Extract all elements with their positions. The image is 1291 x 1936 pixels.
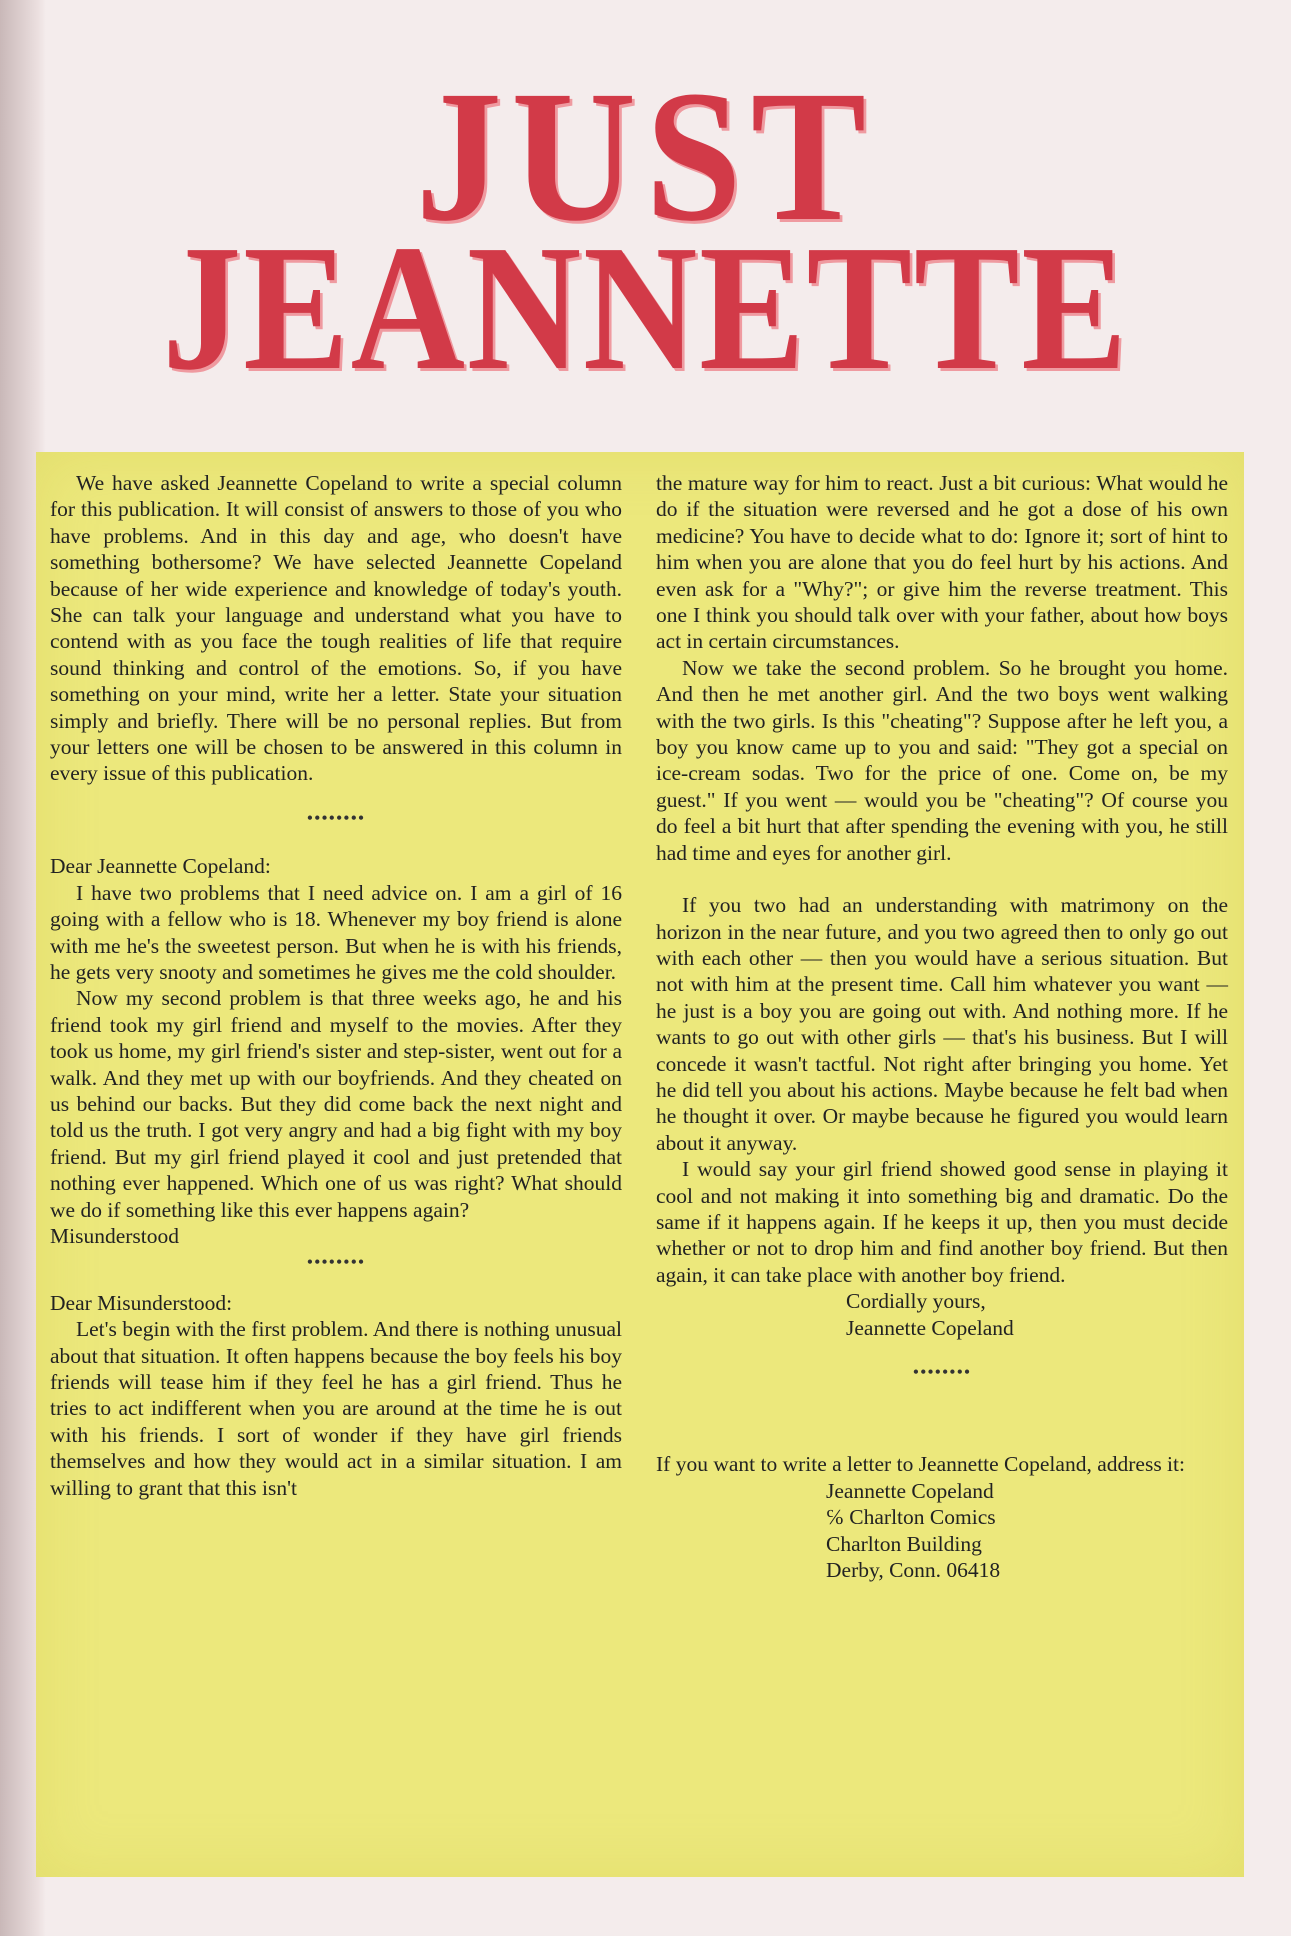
letter-signature: Misunderstood — [50, 1223, 179, 1248]
letter-salutation: Dear Jeannette Copeland: — [50, 854, 271, 879]
reply-paragraph-3: If you two had an understanding with matrimony on the horizon in the near future, and you two agreed then to only go out with each other — then you would have a serious situation. But not with him at the present time. Call him whatever you want — he just is a boy you are going out with. And nothing more. If he wants to go out with other girls — that's his business. But I will concede it wasn't tactful. Not right after bringing you home. Yet he did tell you about his actions. Maybe because he felt bad when he thought it over. Or maybe because he figured you would learn about it anyway. — [656, 893, 1228, 1155]
mailing-address — [656, 1478, 1228, 1584]
column-panel — [36, 452, 1244, 1877]
column-title — [0, 0, 1291, 420]
separator: •••••••• — [306, 807, 366, 828]
left-column — [50, 470, 622, 1501]
letter-paragraph-2: Now my second problem is that three weeks ago, he and his friend took my girl friend and myself to the movies. After they took us home, my girl friend's sister and step-sister, went out for a walk. And they met up with our boyfriends. And they cheated on us behind our backs. But they did come back the next night and told us the truth. I got very angry and had a big fight with my boy friend. But my girl friend played it cool and just pretended that nothing ever happened. Which one of us was right? What should we do if something like this ever happens again? — [50, 986, 622, 1222]
address-line-2: ℅ Charlton Comics — [826, 1505, 996, 1530]
reply-signature: Jeannette Copeland — [846, 1315, 1014, 1340]
address-line-4: Derby, Conn. 06418 — [826, 1558, 1001, 1583]
title-line-just: JUST — [415, 51, 876, 260]
title-line-jeannette: JEANNETTE — [162, 208, 1129, 407]
letter-paragraph-1: I have two problems that I need advice on. I am a girl of 16 going with a fellow who is 18. Whenever my boy friend is alone with me he's the sweetest person. But when he is with his friends, he gets very snooty and sometimes he gives me the cold shoulder. — [50, 880, 622, 984]
reply-paragraph-4: I would say your girl friend showed good sense in playing it cool and not making it into something big and dramatic. Do the same if it happens again. If he keeps it up, then you must decide whether or not to drop him and find another boy friend. But then again, it can take place with another boy friend. — [656, 1157, 1228, 1287]
reply-paragraph-1-continued: the mature way for him to react. Just a bit curious: What would he do if the situation were reversed and he got a dose of his own medicine? You have to decide what to do: Ignore it; sort of hint to him when you are alone that you do feel hurt by his actions. And even ask for a "Why?"; or give him the reverse treatment. This one I think you should talk over with your father, about how boys act in certain circumstances. — [656, 471, 1228, 654]
spacer — [656, 866, 1228, 892]
reply-closing: Cordially yours, — [846, 1289, 986, 1314]
reply-paragraph-1: Let's begin with the first problem. And there is nothing unusual about that situation. It often happens because the boy feels his boy friends will tease him if they feel he has a girl friend. Thus he tries to act indifferent when you are around at the time he is out with his friends. I sort of wonder if they have girl friends themselves and how they would act in a similar situation. I am willing to grant that this isn't — [50, 1317, 622, 1500]
address-intro: If you want to write a letter to Jeannette Copeland, address it: — [656, 1452, 1185, 1477]
reply-paragraph-2: Now we take the second problem. So he brought you home. And then he met another girl. And the two boys went walking with the two girls. Is this "cheating"? Suppose after he left you, a boy you know came up to you and said: "They got a special on ice-cream sodas. Two for the price of one. Come on, be my guest." If you went — would you be "cheating"? Of course you do feel a bit hurt that after spending the evening with you, he still had time and eyes for another girl. — [656, 655, 1228, 865]
address-line-1: Jeannette Copeland — [826, 1478, 994, 1503]
spacer — [656, 1407, 1228, 1451]
intro-paragraph: We have asked Jeannette Copeland to write a special column for this publication. It will consist of answers to those of you who have problems. And in this day and age, who doesn't have something bothersome? We have selected Jeannette Copeland because of her wide experience and knowledge of today's youth. She can talk your language and understand what you have to contend with as you face the tough realities of life that require sound thinking and control of the emotions. So, if you have something on your mind, write her a letter. State your situation simply and briefly. There will be no personal replies. But from your letters one will be chosen to be answered in this column in every issue of this publication. — [50, 471, 622, 786]
reply-salutation: Dear Misunderstood: — [50, 1290, 233, 1315]
separator: •••••••• — [912, 1362, 972, 1382]
separator: •••••••• — [306, 1252, 366, 1273]
right-column — [656, 470, 1228, 1583]
address-line-3: Charlton Building — [826, 1531, 982, 1556]
